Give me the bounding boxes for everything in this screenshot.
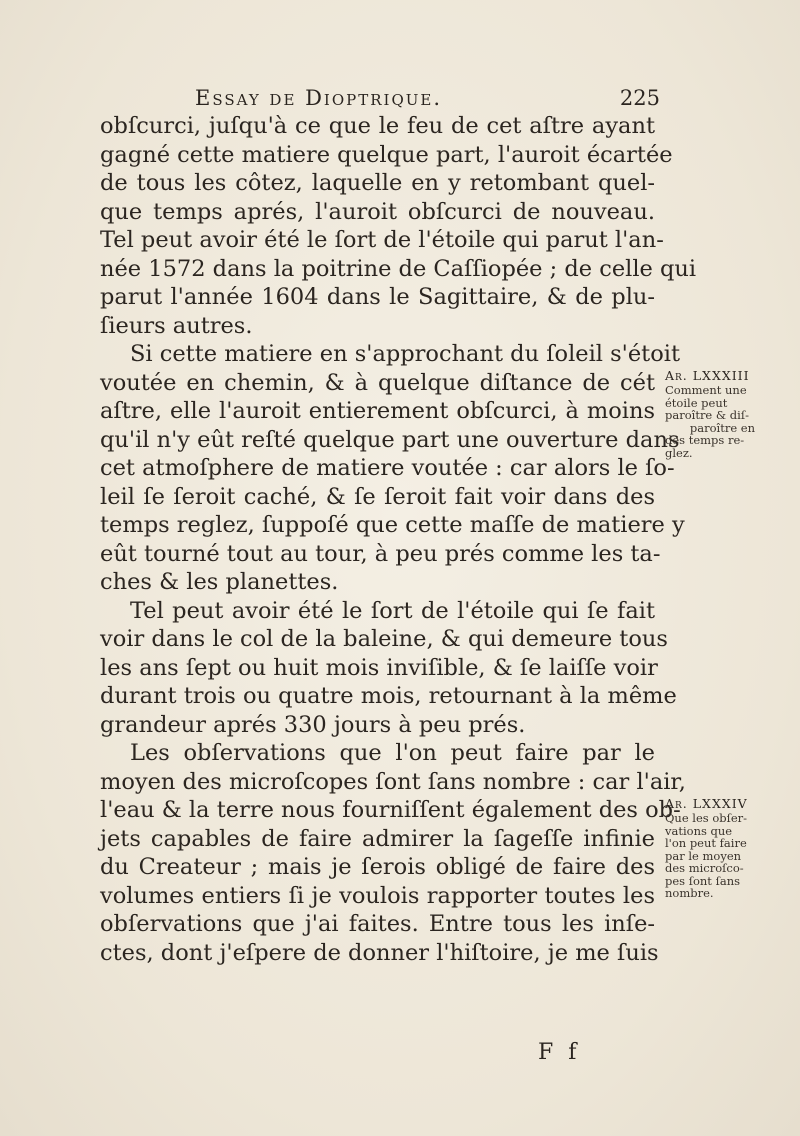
text-line: voir dans le col de la baleine, & qui demeure tous xyxy=(100,626,668,652)
margin-note-heading: Ar. LXXXIV xyxy=(665,796,748,811)
text-line: du Createur ; mais je ſerois obligé de faire des xyxy=(100,854,655,880)
text-line: grandeur aprés 330 jours à peu prés. xyxy=(100,711,526,738)
text-line: ches & les planettes. xyxy=(100,569,339,595)
margin-note-line: étoile peut xyxy=(665,395,728,410)
margin-note-line: par le moyen xyxy=(665,848,742,863)
margin-note-article-84 xyxy=(665,796,795,900)
margin-note-line: l'on peut faire xyxy=(665,836,747,850)
text-line: volumes entiers ſi je voulois rapporter toutes les xyxy=(100,882,655,909)
text-line: gagné cette matiere quelque part, l'auroit écartée xyxy=(100,141,673,168)
text-line: obſcurci, juſqu'à ce que le feu de cet aſtre ayant xyxy=(100,113,655,139)
margin-note-line: des microſco- xyxy=(665,861,744,875)
margin-note-heading: Ar. LXXXIII xyxy=(665,368,750,383)
margin-note-article-83 xyxy=(665,368,795,459)
margin-note-line: Que les obſer- xyxy=(665,811,748,825)
text-line: eût tourné tout au tour, à peu prés comme les ta- xyxy=(100,540,661,567)
signature-mark: F f xyxy=(538,1040,581,1065)
text-line: parut l'année 1604 dans le Sagittaire, & de plu- xyxy=(100,284,655,310)
margin-note-line: Comment une xyxy=(665,383,747,397)
text-line: que temps aprés, l'auroit obſcurci de nouveau. xyxy=(100,198,655,225)
text-line: moyen des microſcopes ſont ſans nombre : car l'air, xyxy=(100,768,686,795)
margin-note-line: paroître en xyxy=(689,420,755,435)
text-line: obſervations que j'ai faites. Entre tous les inſe- xyxy=(100,911,655,937)
text-line: jets capables de faire admirer la ſageſſe infinie xyxy=(100,825,655,852)
text-line: cet atmoſphere de matiere voutée : car alors le ſo- xyxy=(100,455,675,481)
text-line: ctes, dont j'eſpere de donner l'hiſtoire, je me ſuis xyxy=(100,939,659,966)
text-line: Si cette matiere en s'approchant du ſoleil s'étoit xyxy=(130,341,681,367)
text-line: aſtre, elle l'auroit entierement obſcurci, à moins xyxy=(100,398,655,424)
text-line: leil ſe ſeroit caché, & ſe ſeroit fait voir dans des xyxy=(100,483,655,510)
margin-note-line: paroître & diſ- xyxy=(665,408,749,422)
text-line: les ans ſept ou huit mois inviſible, & ſe laiſſe voir xyxy=(100,654,658,681)
text-line: qu'il n'y eût reſté quelque part une ouverture dans xyxy=(100,426,680,453)
text-line: Tel peut avoir été le ſort de l'étoile qui ſe fait xyxy=(130,597,655,624)
text-line: ſieurs autres. xyxy=(100,312,253,339)
margin-note-line: vations que xyxy=(665,823,733,838)
text-line: Les obſervations que l'on peut faire par le xyxy=(130,740,655,766)
text-line: née 1572 dans la poitrine de Caſſiopée ; de celle qui xyxy=(100,255,697,282)
text-line: temps reglez, ſuppoſé que cette maſſe de matiere y xyxy=(100,512,685,538)
text-line: Tel peut avoir été le ſort de l'étoile qui parut l'an- xyxy=(100,227,664,253)
text-line: voutée en chemin, & à quelque diſtance de cét xyxy=(100,369,655,396)
page-number: 225 xyxy=(619,86,660,110)
margin-note-line: pes ſont ſans xyxy=(665,873,741,888)
running-head: Essay de Dioptrique. xyxy=(195,86,443,110)
text-line: durant trois ou quatre mois, retournant à la même xyxy=(100,683,677,709)
margin-note-line: des temps re- xyxy=(665,433,745,447)
margin-note-line: nombre. xyxy=(665,886,714,900)
text-line: de tous les côtez, laquelle en y retombant quel- xyxy=(100,170,655,196)
text-line: l'eau & la terre nous fourniſſent également des ob- xyxy=(100,797,681,823)
margin-note-line: glez. xyxy=(665,445,693,460)
